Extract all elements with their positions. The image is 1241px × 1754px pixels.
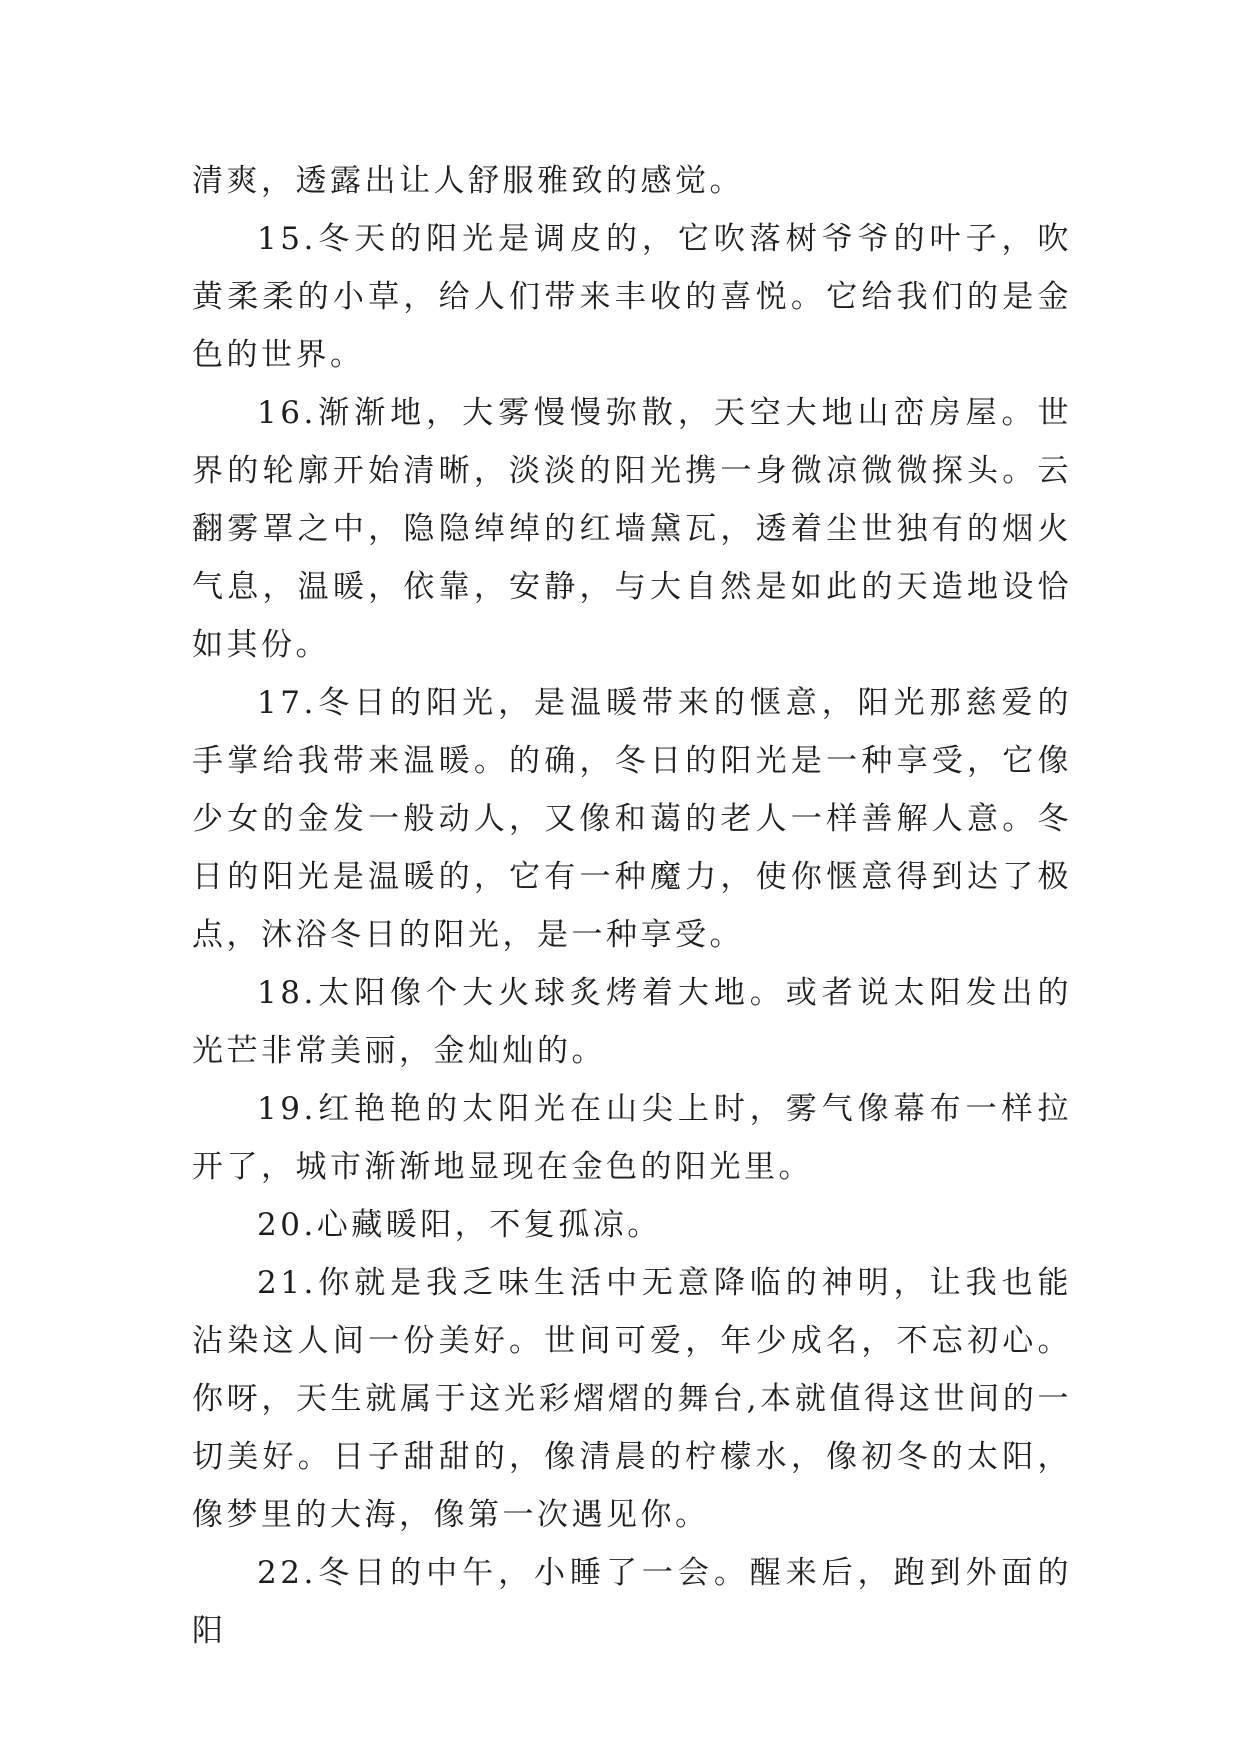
- paragraph-20: 20.心藏暖阳，不复孤凉。: [257, 1207, 662, 1243]
- paragraph-15: 15.冬天的阳光是调皮的，它吹落树爷爷的叶子，吹黄柔柔的小草，给人们带来丰收的喜悦。它给我们的是金色的世界。: [192, 221, 1072, 373]
- document-body: [192, 152, 1072, 1660]
- paragraph-18: 18.太阳像个大火球炙烤着大地。或者说太阳发出的光芒非常美丽，金灿灿的。: [192, 975, 1072, 1069]
- paragraph-21: 21.你就是我乏味生活中无意降临的神明，让我也能沾染这人间一份美好。世间可爱，年少成名，不忘初心。你呀，天生就属于这光彩熠熠的舞台,本就值得这世间的一切美好。日子甜甜的，像清晨的柠檬水，像初冬的太阳，像梦里的大海，像第一次遇见你。: [192, 1265, 1072, 1533]
- paragraph-continuation: 清爽，透露出让人舒服雅致的感觉。: [192, 163, 744, 199]
- paragraph-17: 17.冬日的阳光，是温暖带来的惬意，阳光那慈爱的手掌给我带来温暖。的确，冬日的阳光是一种享受，它像少女的金发一般动人，又像和蔼的老人一样善解人意。冬日的阳光是温暖的，它有一种魔力，使你惬意得到达了极点，沐浴冬日的阳光，是一种享受。: [192, 685, 1072, 953]
- paragraph-19: 19.红艳艳的太阳光在山尖上时，雾气像幕布一样拉开了，城市渐渐地显现在金色的阳光里。: [192, 1091, 1072, 1185]
- paragraph-22: 22.冬日的中午，小睡了一会。醒来后，跑到外面的阳: [192, 1555, 1072, 1649]
- paragraph-16: 16.渐渐地，大雾慢慢弥散，天空大地山峦房屋。世界的轮廓开始清晰，淡淡的阳光携一身微凉微微探头。云翻雾罩之中，隐隐绰绰的红墙黛瓦，透着尘世独有的烟火气息，温暖，依靠，安静，与大自然是如此的天造地设恰如其份。: [192, 395, 1072, 663]
